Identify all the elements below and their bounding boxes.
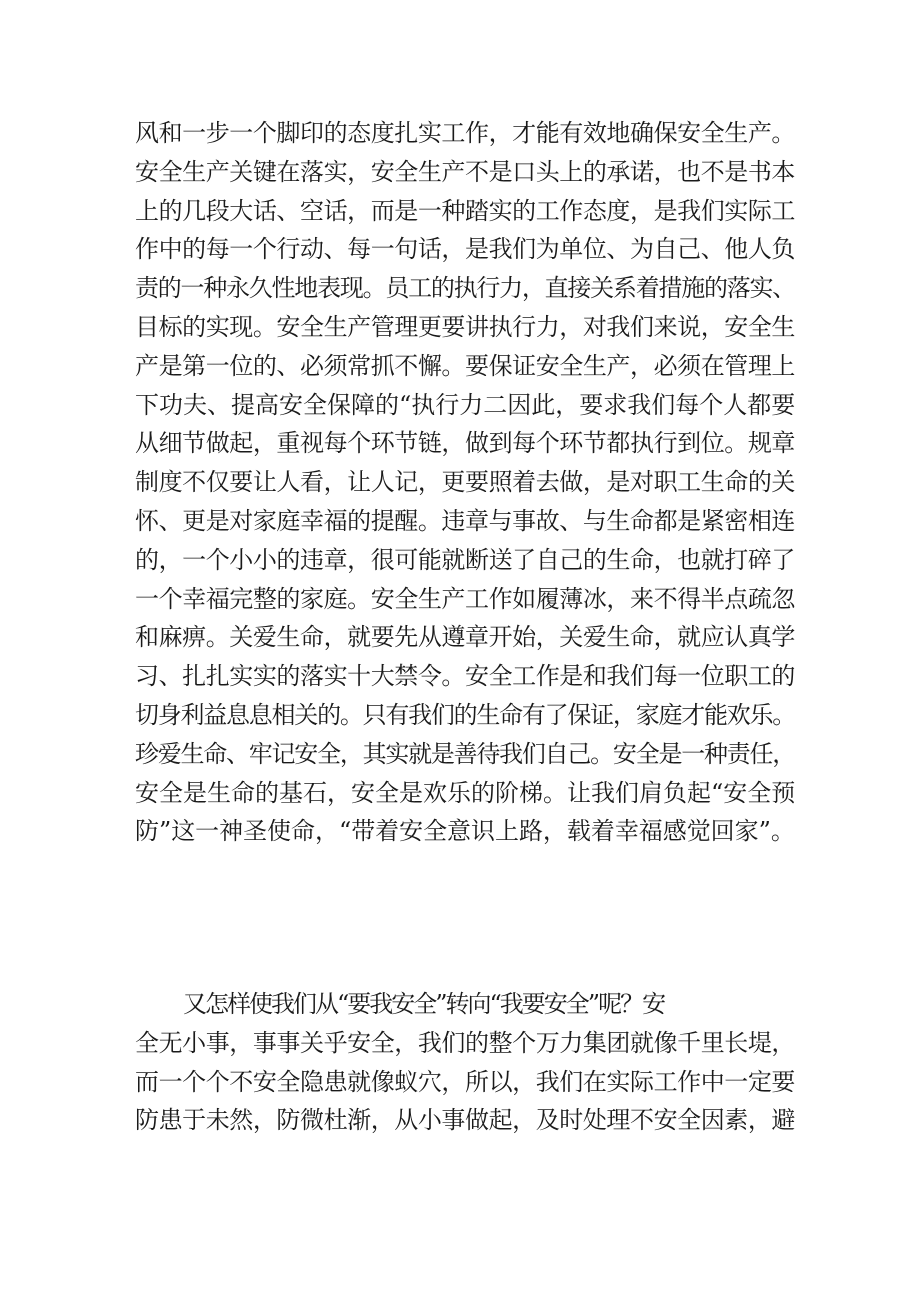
text-line: 而一个个不安全隐患就像蚁穴，所以，我们在实际工作中一定要 <box>135 1067 795 1096</box>
text-line: 上的几段大话、空话，而是一种踏实的工作态度，是我们实际工 <box>135 196 795 225</box>
text-line: 安全生产关键在落实，安全生产不是口头上的承诺，也不是书本 <box>135 157 795 186</box>
text-line: 和麻痹。关爱生命，就要先从遵章开始，关爱生命，就应认真学 <box>135 623 795 652</box>
text-line: 作中的每一个行动、每一句话，是我们为单位、为自己、他人负 <box>135 235 795 264</box>
text-line: 责的一种永久性地表现。员工的执行力，直接关系着措施的落实、 <box>135 274 795 303</box>
text-line: 切身利益息息相关的。只有我们的生命有了保证，家庭才能欢乐。 <box>135 700 795 729</box>
text-line: 风和一步一个脚印的态度扎实工作，才能有效地确保安全生产。 <box>135 119 795 147</box>
paragraph-2 <box>135 985 795 1140</box>
text-line: 制度不仅要让人看，让人记，更要照着去做，是对职工生命的关 <box>135 468 795 497</box>
text-line: 产是第一位的、必须常抓不懈。要保证安全生产，必须在管理上 <box>135 351 795 380</box>
text-line: 又怎样使我们从“要我安全”转向“我要安全”呢？安 <box>183 990 665 1018</box>
text-line: 全无小事，事事关乎安全，我们的整个万力集团就像千里长堤， <box>135 1028 795 1057</box>
text-line: 安全是生命的基石，安全是欢乐的阶梯。让我们肩负起“安全预 <box>135 778 796 807</box>
text-line: 下功夫、提高安全保障的“执行力二因此，要求我们每个人都要 <box>135 390 796 419</box>
text-line: 的，一个小小的违章，很可能就断送了自己的生命，也就打碎了 <box>135 545 795 574</box>
text-line: 防患于未然，防微杜渐，从小事做起，及时处理不安全因素，避 <box>135 1106 795 1135</box>
text-line: 防”这一神圣使命，“带着安全意识上路，载着幸福感觉回家”。 <box>135 817 795 846</box>
text-line: 一个幸福完整的家庭。安全生产工作如履薄冰，来不得半点疏忽 <box>135 584 795 613</box>
text-line: 怀、更是对家庭幸福的提醒。违章与事故、与生命都是紧密相连 <box>135 506 795 535</box>
text-line: 从细节做起，重视每个环节链，做到每个环节都执行到位。规章 <box>135 429 795 458</box>
paragraph-1 <box>135 114 795 851</box>
text-line: 珍爱生命、牢记安全，其实就是善待我们自己。安全是一种责任， <box>135 739 795 768</box>
text-line: 目标的实现。安全生产管理更要讲执行力，对我们来说，安全生 <box>135 312 795 341</box>
text-line: 习、扎扎实实的落实十大禁令。安全工作是和我们每一位职工的 <box>135 662 795 691</box>
